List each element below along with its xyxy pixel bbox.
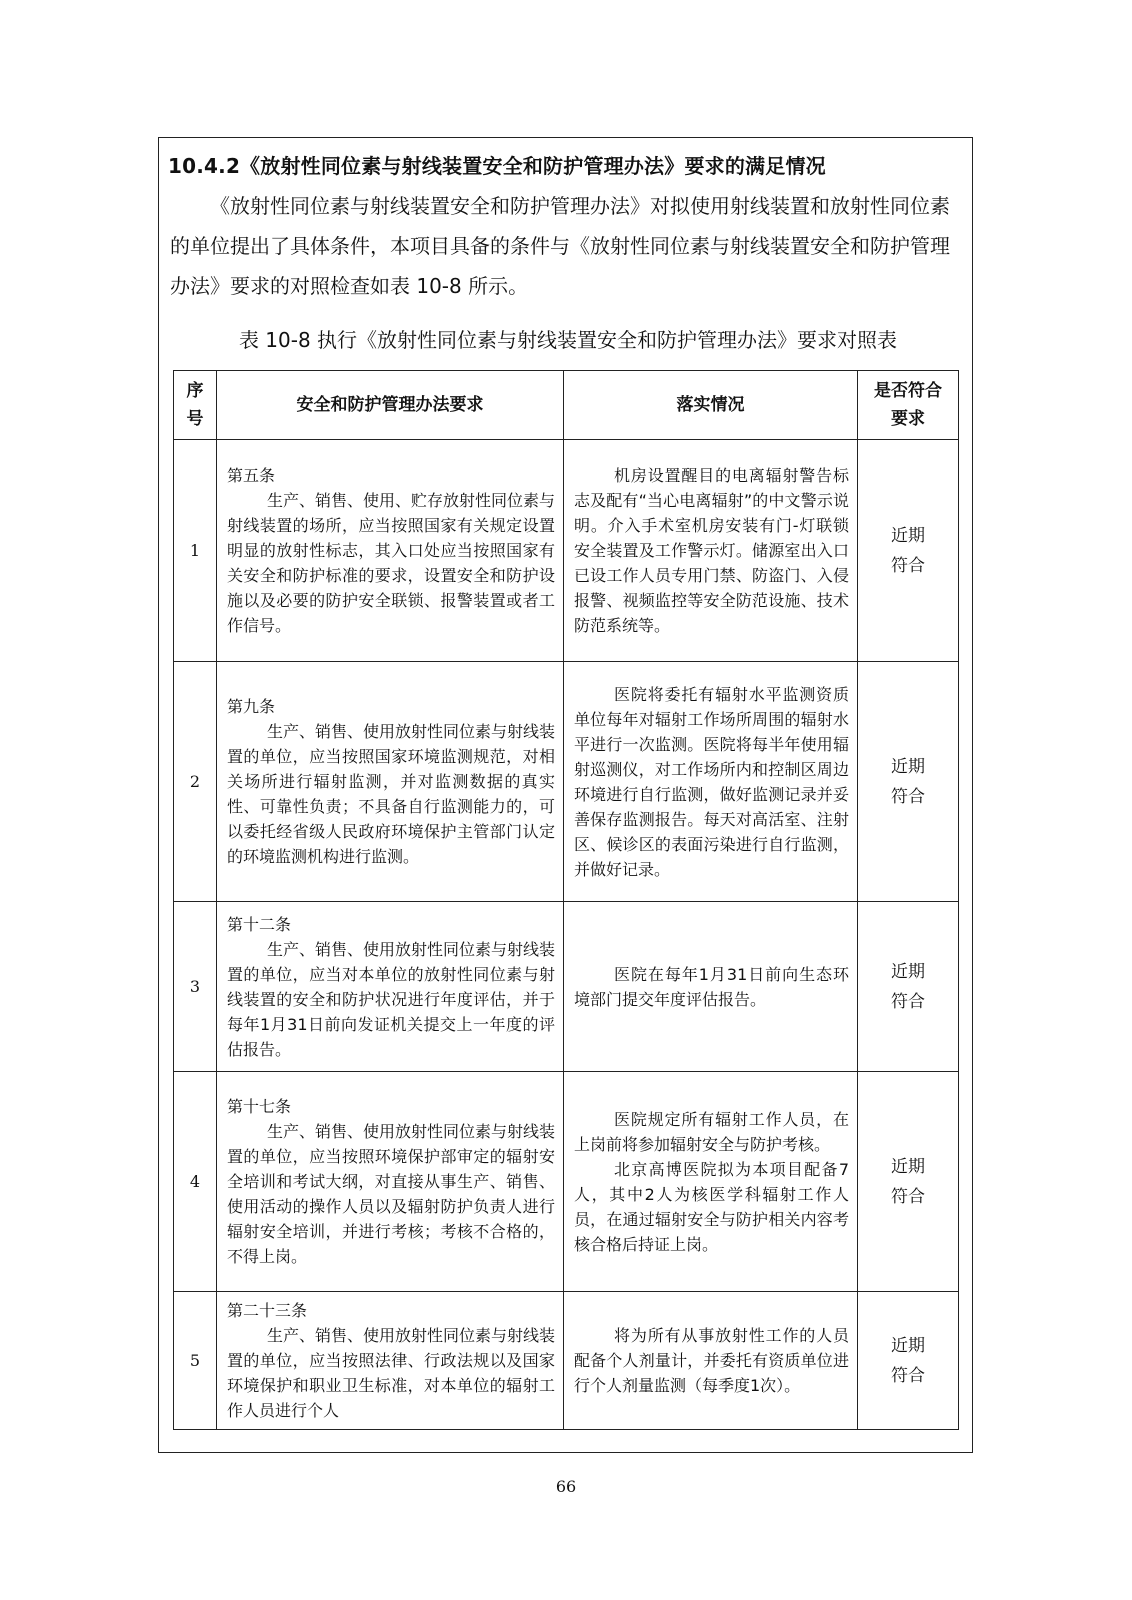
article-label: 第九条 [227,697,276,716]
header-no: 序号 [174,371,217,440]
row-number: 3 [174,902,217,1072]
header-compliance: 是否符合要求 [858,371,959,440]
implementation-text: 医院规定所有辐射工作人员，在上岗前将参加辐射安全与防护考核。 [574,1109,849,1154]
header-implementation: 落实情况 [564,371,858,440]
page-number: 66 [555,1477,577,1496]
compliance-cell: 近期符合 [858,902,959,1072]
section-heading: 10.4.2《放射性同位素与射线装置安全和防护管理办法》要求的满足情况 [168,154,826,178]
requirement-cell [217,440,564,662]
requirement-cell [217,1292,564,1430]
implementation-text: 将为所有从事放射性工作的人员配备个人剂量计，并委托有资质单位进行个人剂量监测（每季度1次）。 [574,1326,849,1395]
table-row [174,902,959,1072]
row-number: 4 [174,1072,217,1292]
article-label: 第五条 [227,466,276,485]
table-row [174,440,959,662]
compliance-cell: 近期符合 [858,662,959,902]
implementation-text: 机房设置醒目的电离辐射警告标志及配有“当心电离辐射”的中文警示说明。介入手术室机房安装有门-灯联锁安全装置及工作警示灯。储源室出入口已设工作人员专用门禁、防盗门、入侵报警、视频监控等安全防范设施、技术防范系统等。 [574,466,849,635]
compliance-cell: 近期符合 [858,1072,959,1292]
row-number: 1 [174,440,217,662]
requirement-text: 生产、销售、使用放射性同位素与射线装置的单位，应当按照法律、行政法规以及国家环境保护和职业卫生标准，对本单位的辐射工作人员进行个人 [227,1326,556,1420]
implementation-text: 北京高博医院拟为本项目配备7人，其中2人为核医学科辐射工作人员，在通过辐射安全与防护相关内容考核合格后持证上岗。 [574,1159,849,1254]
table-row [174,1072,959,1292]
header-requirement: 安全和防护管理办法要求 [217,371,564,440]
intro-text: 《放射性同位素与射线装置安全和防护管理办法》对拟使用射线装置和放射性同位素的单位提出了具体条件，本项目具备的条件与《放射性同位素与射线装置安全和防护管理办法》要求的对照检查如表 10-8 所示。 [170,194,950,298]
requirement-cell [217,662,564,902]
table-caption: 表 10-8 执行《放射性同位素与射线装置安全和防护管理办法》要求对照表 [238,328,898,352]
requirement-text: 生产、销售、使用放射性同位素与射线装置的单位，应当按照国家环境监测规范，对相关场所进行辐射监测，并对监测数据的真实性、可靠性负责；不具备自行监测能力的，可以委托经省级人民政府环境保护主管部门认定的环境监测机构进行监测。 [227,722,556,866]
article-label: 第十七条 [227,1097,292,1116]
implementation-cell [564,902,858,1072]
row-number: 2 [174,662,217,902]
implementation-cell [564,1072,858,1292]
implementation-cell [564,662,858,902]
table-row [174,1292,959,1430]
article-label: 第十二条 [227,914,292,934]
implementation-text: 医院将委托有辐射水平监测资质单位每年对辐射工作场所周围的辐射水平进行一次监测。医院将每半年使用辐射巡测仪，对工作场所内和控制区周边环境进行自行监测，做好监测记录并妥善保存监测报告。每天对高活室、注射区、候诊区的表面污染进行自行监测，并做好记录。 [574,684,849,879]
requirement-text: 生产、销售、使用放射性同位素与射线装置的单位，应当按照环境保护部审定的辐射安全培训和考试大纲，对直接从事生产、销售、使用活动的操作人员以及辐射防护负责人进行辐射安全培训，并进行考核；考核不合格的，不得上岗。 [227,1122,556,1266]
article-label: 第二十三条 [227,1301,308,1320]
requirement-cell [217,1072,564,1292]
implementation-text: 医院在每年1月31日前向生态环境部门提交年度评估报告。 [574,964,849,1009]
implementation-cell [564,440,858,662]
compliance-cell: 近期符合 [858,1292,959,1430]
requirements-table [173,370,959,1430]
table-row [174,662,959,902]
requirement-text: 生产、销售、使用放射性同位素与射线装置的单位，应当对本单位的放射性同位素与射线装置的安全和防护状况进行年度评估，并于每年1月31日前向发证机关提交上一年度的评估报告。 [227,939,556,1059]
requirement-text: 生产、销售、使用、贮存放射性同位素与射线装置的场所，应当按照国家有关规定设置明显的放射性标志，其入口处应当按照国家有关安全和防护标准的要求，设置安全和防护设施以及必要的防护安全联锁、报警装置或者工作信号。 [227,491,556,635]
row-number: 5 [174,1292,217,1430]
requirement-cell [217,902,564,1072]
intro-paragraph [170,186,966,306]
compliance-cell: 近期符合 [858,440,959,662]
table-header-row [174,371,959,440]
implementation-cell [564,1292,858,1430]
